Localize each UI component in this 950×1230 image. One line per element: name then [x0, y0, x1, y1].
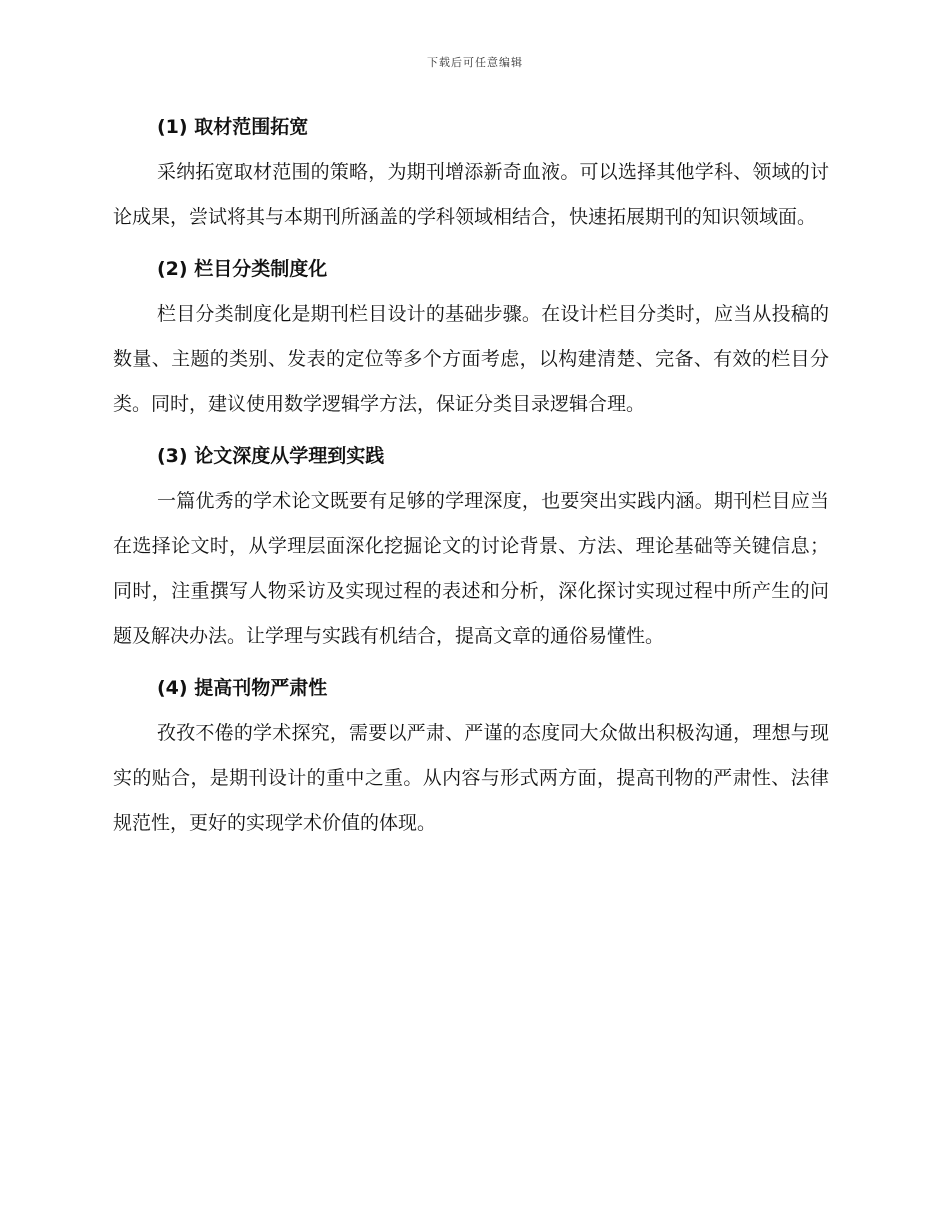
section-2 [113, 254, 829, 427]
header-note: 下载后可任意编辑 [427, 56, 523, 69]
section-paragraph: 采纳拓宽取材范围的策略，为期刊增添新奇血液。可以选择其他学科、领域的讨论成果，尝试将其与本期刊所涵盖的学科领域相结合，快速拓展期刊的知识领域面。 [113, 161, 829, 228]
section-heading: (2) 栏目分类制度化 [157, 258, 328, 280]
section-paragraph: 一篇优秀的学术论文既要有足够的学理深度，也要突出实践内涵。期刊栏目应当在选择论文时，从学理层面深化挖掘论文的讨论背景、方法、理论基础等关键信息；同时，注重撰写人物采访及实现过程的表述和分析，深化探讨实现过程中所产生的问题及解决办法。让学理与实践有机结合，提高文章的通俗易懂性。 [113, 490, 829, 647]
section-1 [113, 112, 829, 240]
section-paragraph: 栏目分类制度化是期刊栏目设计的基础步骤。在设计栏目分类时，应当从投稿的数量、主题的类别、发表的定位等多个方面考虑，以构建清楚、完备、有效的栏目分类。同时，建议使用数学逻辑学方法，保证分类目录逻辑合理。 [113, 303, 829, 415]
document-content [113, 112, 829, 860]
section-paragraph: 孜孜不倦的学术探究，需要以严肃、严谨的态度同大众做出积极沟通，理想与现实的贴合，是期刊设计的重中之重。从内容与形式两方面，提高刊物的严肃性、法律规范性，更好的实现学术价值的体现。 [113, 722, 829, 834]
section-heading: (4) 提高刊物严肃性 [157, 677, 328, 699]
section-heading: (1) 取材范围拓宽 [157, 116, 309, 138]
section-4 [113, 673, 829, 846]
section-3 [113, 441, 829, 659]
section-heading: (3) 论文深度从学理到实践 [157, 445, 385, 467]
